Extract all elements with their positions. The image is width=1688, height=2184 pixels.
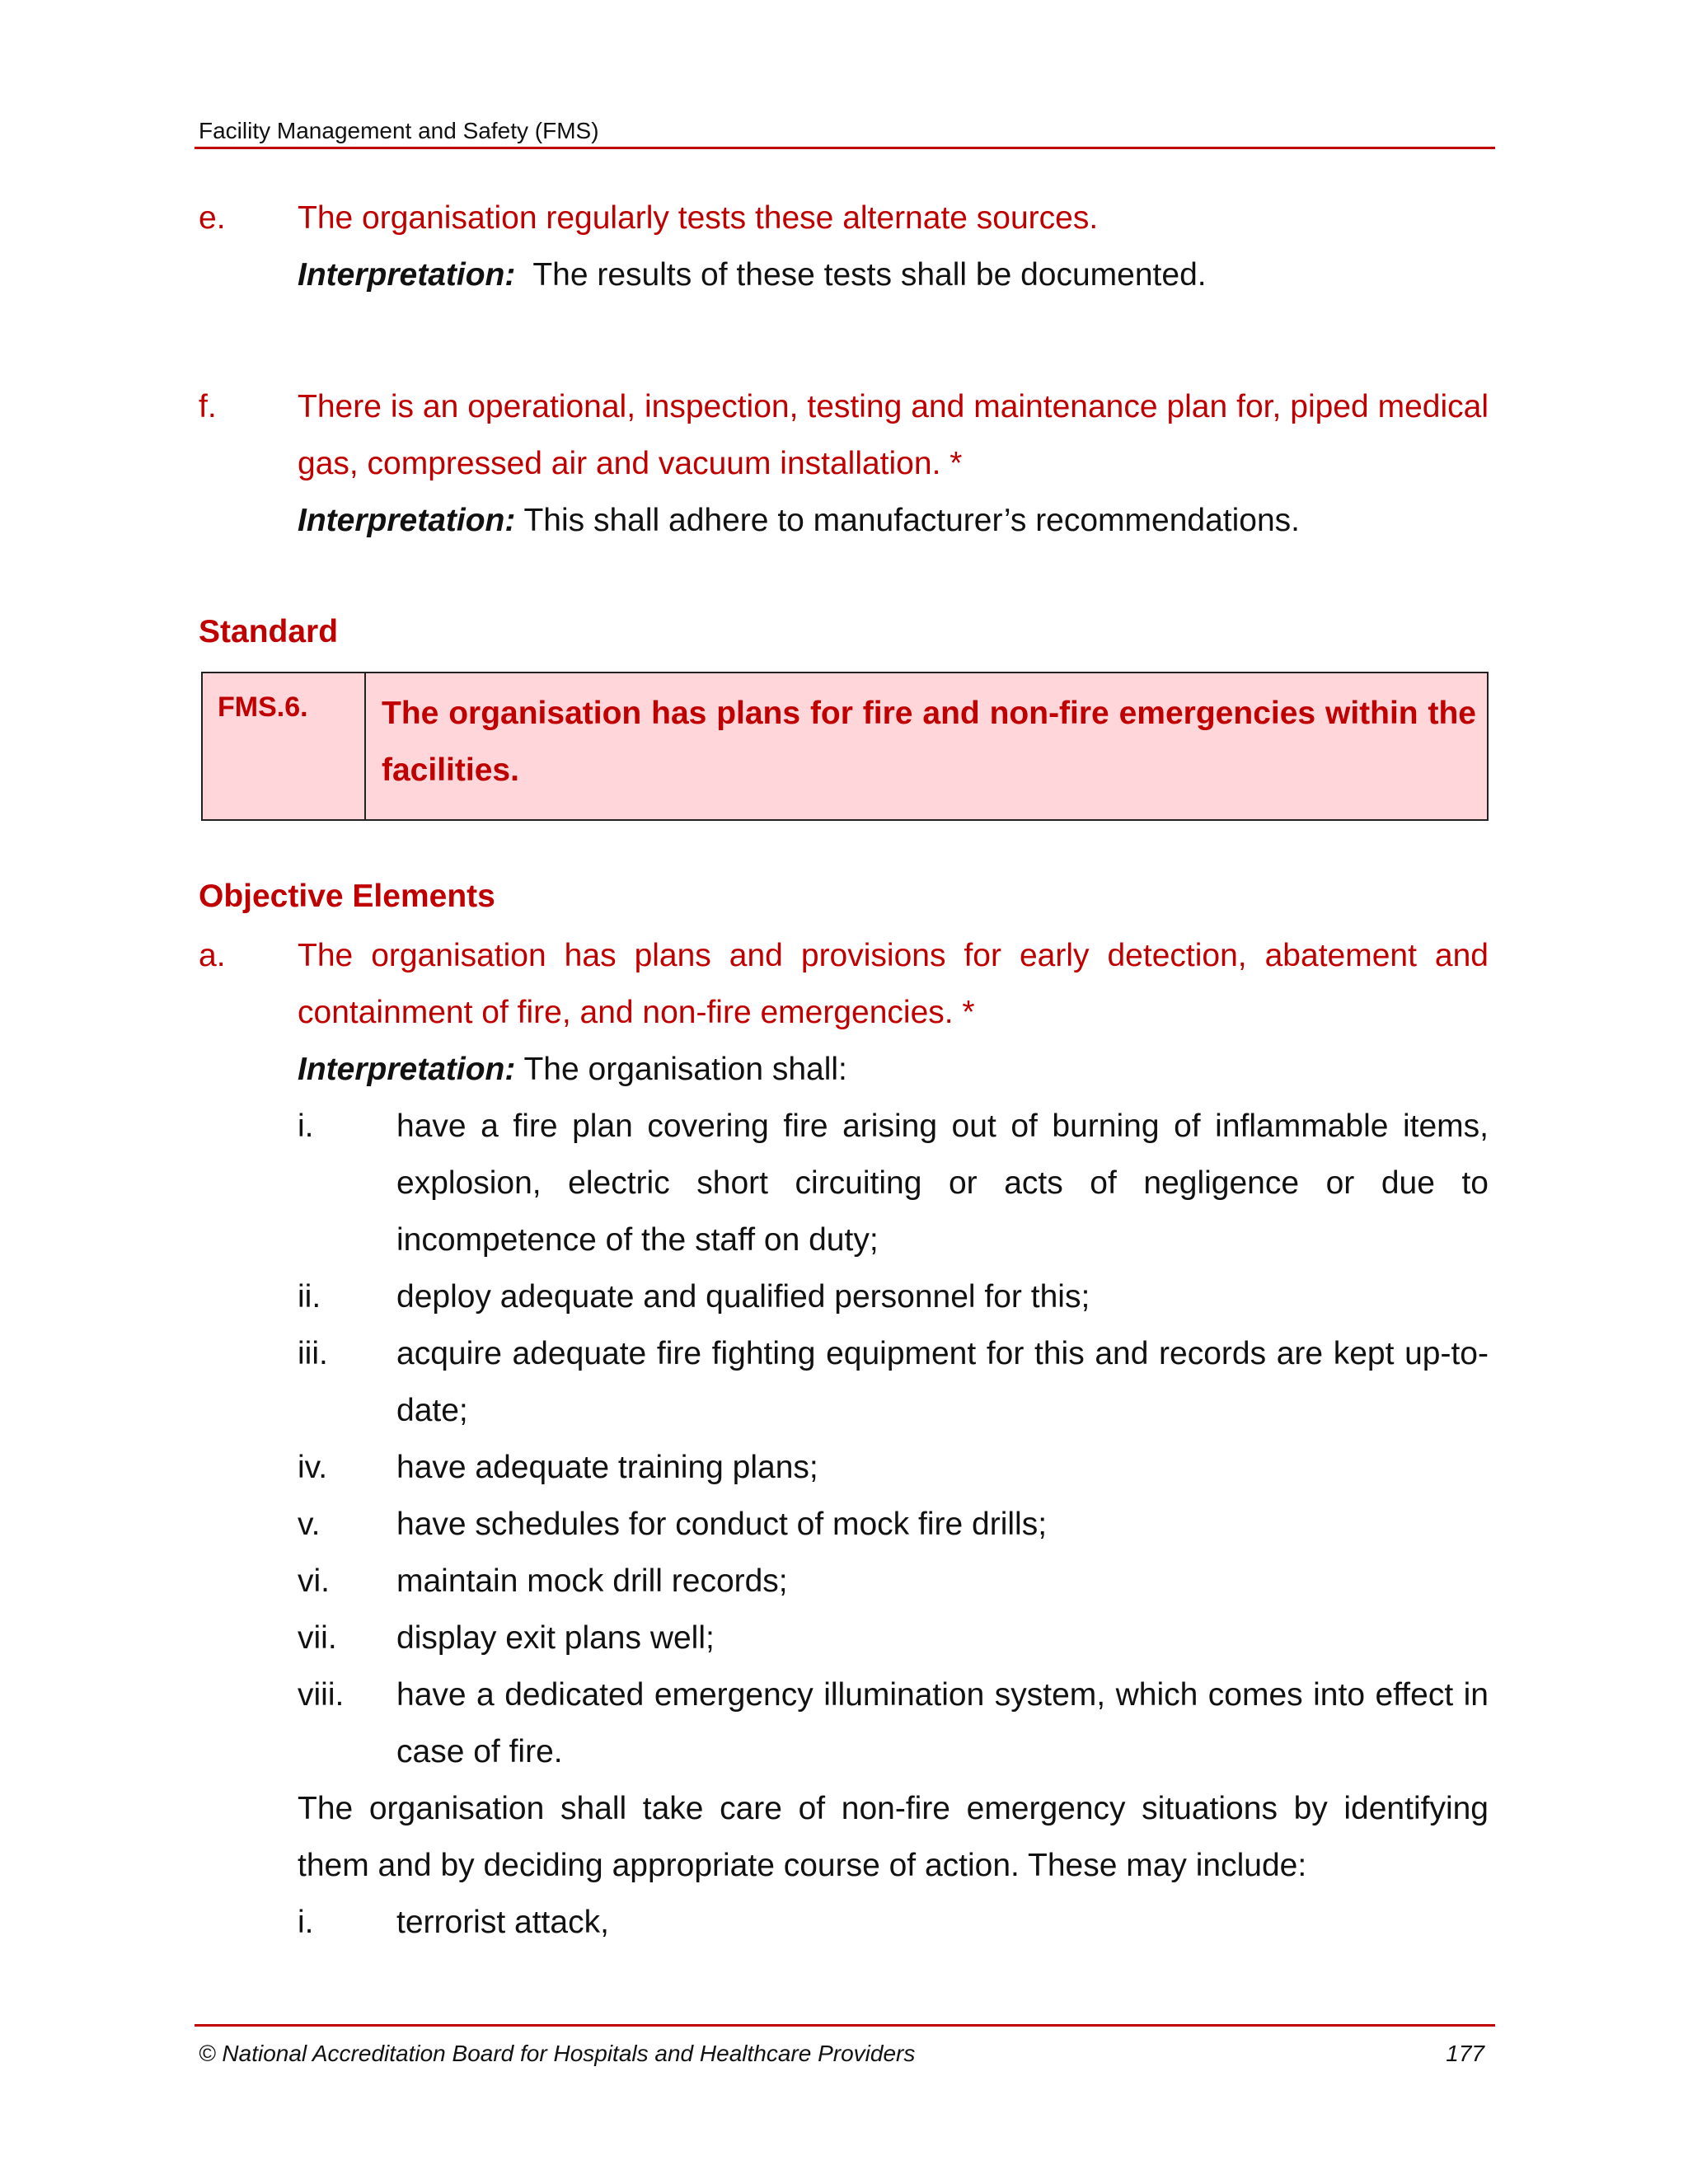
- interpretation-text: This shall adhere to manufacturer’s recommendations.: [523, 503, 1301, 538]
- list-item: [298, 1666, 1489, 1780]
- list-item: [298, 1098, 1489, 1268]
- list-item: [298, 1610, 1489, 1666]
- footer-rule: [195, 2024, 1495, 2027]
- list-marker: i.: [298, 1108, 314, 1144]
- list-text: display exit plans well;: [396, 1620, 715, 1656]
- list-item: [298, 1894, 1489, 1951]
- element-text: The organisation has plans and provisions for early detection, abatement and containment of fire, and non-fire emergencies. *: [298, 938, 1489, 1030]
- list-marker: vii.: [298, 1620, 337, 1656]
- list-marker: v.: [298, 1507, 321, 1542]
- list-item: [298, 1553, 1489, 1610]
- list-text: deploy adequate and qualified personnel for this;: [396, 1279, 1090, 1315]
- objective-element-f: [199, 378, 1489, 549]
- interpretation-label: Interpretation:: [298, 257, 516, 293]
- list-text: terrorist attack,: [396, 1905, 609, 1940]
- standard-box: [201, 672, 1489, 821]
- list-item: [298, 1268, 1489, 1325]
- list-text: acquire adequate fire fighting equipment for this and records are kept up-to-date;: [396, 1336, 1489, 1428]
- footer-copyright: © National Accreditation Board for Hospitals and Healthcare Providers: [199, 2041, 916, 2066]
- standard-text: The organisation has plans for fire and non-fire emergencies within the facilities.: [382, 696, 1476, 788]
- list-marker: viii.: [298, 1677, 345, 1713]
- interpretation: [298, 246, 1489, 303]
- list-marker: i.: [298, 1905, 314, 1940]
- element-text: There is an operational, inspection, testing and maintenance plan for, piped medical gas, compressed air and vacuum installation. *: [298, 389, 1489, 481]
- interpretation-label: Interpretation:: [298, 1052, 516, 1087]
- header-rule: [195, 147, 1495, 149]
- list-marker: vi.: [298, 1563, 330, 1599]
- list-item: [298, 1496, 1489, 1553]
- list-text: maintain mock drill records;: [396, 1563, 788, 1599]
- interpretation-text: The results of these tests shall be documented.: [532, 257, 1207, 293]
- page-number: 177: [1446, 2041, 1484, 2066]
- standard-code: FMS.6.: [203, 673, 366, 819]
- list-text: have a dedicated emergency illumination system, which comes into effect in case of fire.: [396, 1677, 1489, 1769]
- interpretation-label: Interpretation:: [298, 503, 516, 538]
- list-text: have schedules for conduct of mock fire drills;: [396, 1507, 1048, 1542]
- list-item: [298, 1439, 1489, 1496]
- objective-element-a: [199, 927, 1489, 1098]
- objective-elements-heading: Objective Elements: [199, 879, 495, 914]
- standard-heading: Standard: [199, 614, 339, 649]
- non-fire-paragraph: The organisation shall take care of non-fire emergency situations by identifying them and by deciding appropriate course of action. These may include:: [298, 1791, 1489, 1883]
- list-text: have adequate training plans;: [396, 1450, 818, 1485]
- element-text: The organisation regularly tests these alternate sources.: [298, 200, 1099, 236]
- list-text: have a fire plan covering fire arising out of burning of inflammable items, explosion, electric short circuiting or acts of negligence or due to incompetence of the staff on duty;: [396, 1108, 1489, 1258]
- list-marker: iv.: [298, 1450, 328, 1485]
- item-marker: f.: [199, 389, 217, 424]
- list-item: [298, 1325, 1489, 1439]
- item-marker: e.: [199, 200, 226, 236]
- running-header: Facility Management and Safety (FMS): [199, 118, 599, 143]
- list-marker: iii.: [298, 1336, 328, 1371]
- item-marker: a.: [199, 938, 226, 973]
- objective-element-e: [199, 190, 1489, 303]
- list-marker: ii.: [298, 1279, 321, 1315]
- interpretation: [298, 492, 1489, 549]
- interpretation-text: The organisation shall:: [523, 1052, 847, 1087]
- interpretation: [298, 1041, 1489, 1098]
